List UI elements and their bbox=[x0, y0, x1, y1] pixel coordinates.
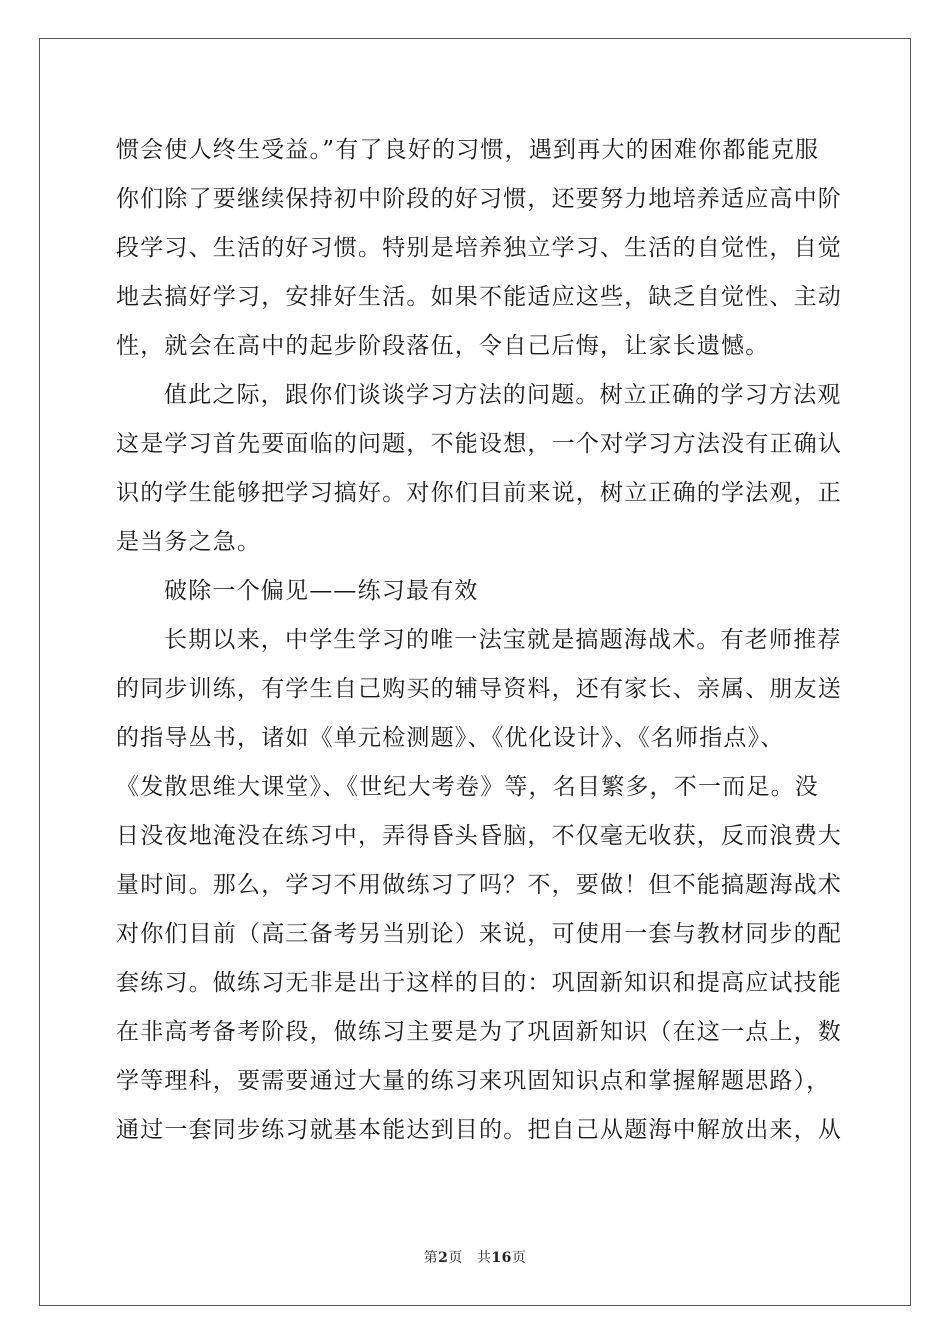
text-line: 识的学生能够把学习搞好。对你们目前来说，树立正确的学法观，正 bbox=[116, 480, 842, 506]
text-line: 性，就会在高中的起步阶段落伍，令自己后悔，让家长遗憾。 bbox=[116, 333, 770, 359]
text-line: 的指导丛书，诸如《单元检测题》、《优化设计》、《名师指点》、 bbox=[116, 725, 785, 751]
text-line: 地去搞好学习，安排好生活。如果不能适应这些，缺乏自觉性、主动 bbox=[116, 284, 842, 310]
text-line: 量时间。那么，学习不用做练习了吗？不，要做！但不能搞题海战术 bbox=[116, 872, 842, 898]
text-line: 在非高考备考阶段，做练习主要是为了巩固新知识（在这一点上，数 bbox=[116, 1019, 842, 1045]
page-number: 2 bbox=[438, 1250, 449, 1266]
text-line: 对你们目前（高三备考另当别论）来说，可使用一套与教材同步的配 bbox=[116, 921, 842, 947]
text-line: 段学习、生活的好习惯。特别是培养独立学习、生活的自觉性，自觉 bbox=[116, 235, 842, 261]
text-line: 通过一套同步练习就基本能达到目的。把自己从题海中解放出来，从 bbox=[116, 1117, 842, 1143]
total-prefix: 共 bbox=[476, 1250, 492, 1266]
document-body bbox=[116, 126, 842, 1155]
text-line: 你们除了要继续保持初中阶段的好习惯，还要努力地培养适应高中阶 bbox=[116, 186, 842, 212]
total-suffix: 页 bbox=[511, 1250, 527, 1266]
text-line: 惯会使人终生受益。”有了良好的习惯，遇到再大的困难你都能克服 bbox=[116, 137, 820, 163]
text-line: 是当务之急。 bbox=[116, 529, 262, 555]
paragraph-start-line: 长期以来，中学生学习的唯一法宝就是搞题海战术。有老师推荐 bbox=[164, 627, 842, 653]
text-line: 《发散思维大课堂》、《世纪大考卷》等，名目繁多，不一而足。没 bbox=[116, 774, 819, 800]
page-prefix: 第 bbox=[423, 1250, 439, 1266]
paragraph-start-line: 值此之际，跟你们谈谈学习方法的问题。树立正确的学习方法观 bbox=[164, 382, 842, 408]
page-footer bbox=[0, 1247, 950, 1267]
text-line: 套练习。做练习无非是出于这样的目的：巩固新知识和提高应试技能 bbox=[116, 970, 842, 996]
section-heading: 破除一个偏见——练习最有效 bbox=[164, 578, 479, 604]
text-line: 的同步训练，有学生自己购买的辅导资料，还有家长、亲属、朋友送 bbox=[116, 676, 842, 702]
text-line: 这是学习首先要面临的问题，不能设想，一个对学习方法没有正确认 bbox=[116, 431, 842, 457]
text-line: 学等理科，要需要通过大量的练习来巩固知识点和掌握解题思路）， bbox=[116, 1068, 831, 1094]
total-pages: 16 bbox=[491, 1250, 512, 1266]
text-line: 日没夜地淹没在练习中，弄得昏头昏脑，不仅毫无收获，反而浪费大 bbox=[116, 823, 842, 849]
page-suffix: 页 bbox=[448, 1250, 463, 1266]
